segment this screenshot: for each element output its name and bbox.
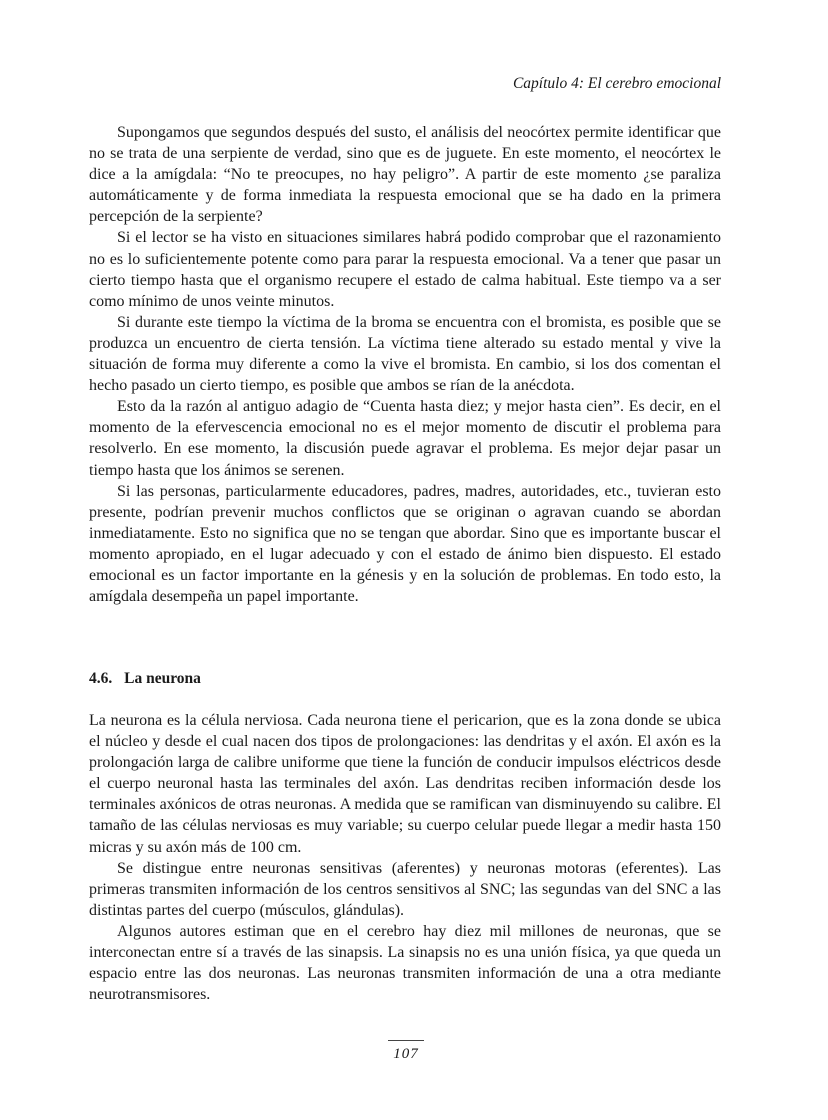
paragraph: La neurona es la célula nerviosa. Cada neurona tiene el pericarion, que es la zona donde se ubica el núcleo y desde el cual nacen dos tipos de prolongaciones: las dendritas y el axón. El axón es la prolongación larga de calibre uniforme que tiene la función de conducir impulsos eléctricos desde el cuerpo neuronal hasta las terminales del axón. Las dendritas reciben información desde los terminales axónicos de otras neuronas. A medida que se ramifican van disminuyendo su calibre. El tamaño de las células nerviosas es muy variable; su cuerpo celular puede llegar a medir hasta 150 micras y su axón más de 100 cm.: [89, 712, 721, 856]
section-body: [89, 710, 721, 1005]
paragraph: Si durante este tiempo la víctima de la broma se encuentra con el bromista, es posible que se produzca un encuentro de cierta tensión. La víctima tiene alterado su estado mental y vive la situación de forma muy diferente a como la vive el bromista. En cambio, si los dos comentan el hecho pasado un cierto tiempo, es posible que ambos se rían de la anécdota.: [89, 313, 721, 395]
page-number: 107: [393, 1046, 419, 1062]
paragraph: Se distingue entre neuronas sensitivas (aferentes) y neuronas motoras (eferentes). Las primeras transmiten información de los centros sensitivos al SNC; las segundas van del SNC a las distintas partes del cuerpo (músculos, glándulas).: [89, 859, 721, 919]
section-number: 4.6.: [89, 670, 113, 687]
folio-rule: [388, 1040, 424, 1041]
paragraph: Si las personas, particularmente educadores, padres, madres, autoridades, etc., tuvieran esto presente, podrían prevenir muchos conflictos que se originan o agravan cuando se abordan inmediatamente. Esto no significa que no se tengan que abordar. Sino que es importante buscar el momento apropiado, en el lugar adecuado y con el estado de ánimo bien dispuesto. El estado emocional es un factor importante en la génesis y en la solución de problemas. En todo esto, la amígdala desempeña un papel importante.: [89, 482, 721, 606]
body-text: [89, 122, 721, 607]
paragraph: Esto da la razón al antiguo adagio de “Cuenta hasta diez; y mejor hasta cien”. Es decir, en el momento de la efervescencia emocional no es el mejor momento de discutir el problema para resolverlo. En ese momento, la discusión puede agravar el problema. Es mejor dejar pasar un tiempo hasta que los ánimos se serenen.: [89, 398, 721, 479]
section-title: La neurona: [124, 670, 201, 687]
paragraph: Supongamos que segundos después del susto, el análisis del neocórtex permite identificar que no se trata de una serpiente de verdad, sino que es de juguete. En este momento, el neocórtex le dice a la amígdala: “No te preocupes, no hay peligro”. A partir de este momento ¿se paraliza automáticamente y de forma inmediata la respuesta emocional que se ha dado en la primera percepción de la serpiente?: [89, 124, 721, 226]
section-heading: [89, 669, 201, 689]
paragraph: Si el lector se ha visto en situaciones similares habrá podido comprobar que el razonamiento no es lo suficientemente potente como para parar la respuesta emocional. Va a tener que pasar un cierto tiempo hasta que el organismo recupere el estado de calma habitual. Este tiempo va a ser como mínimo de unos veinte minutos.: [89, 229, 721, 310]
paragraph: Algunos autores estiman que en el cerebro hay diez mil millones de neuronas, que se interconectan entre sí a través de las sinapsis. La sinapsis no es una unión física, ya que queda un espacio entre las dos neuronas. Las neuronas transmiten información de una a otra mediante neurotransmisores.: [89, 922, 721, 1004]
running-head: Capítulo 4: El cerebro emocional: [512, 75, 721, 92]
